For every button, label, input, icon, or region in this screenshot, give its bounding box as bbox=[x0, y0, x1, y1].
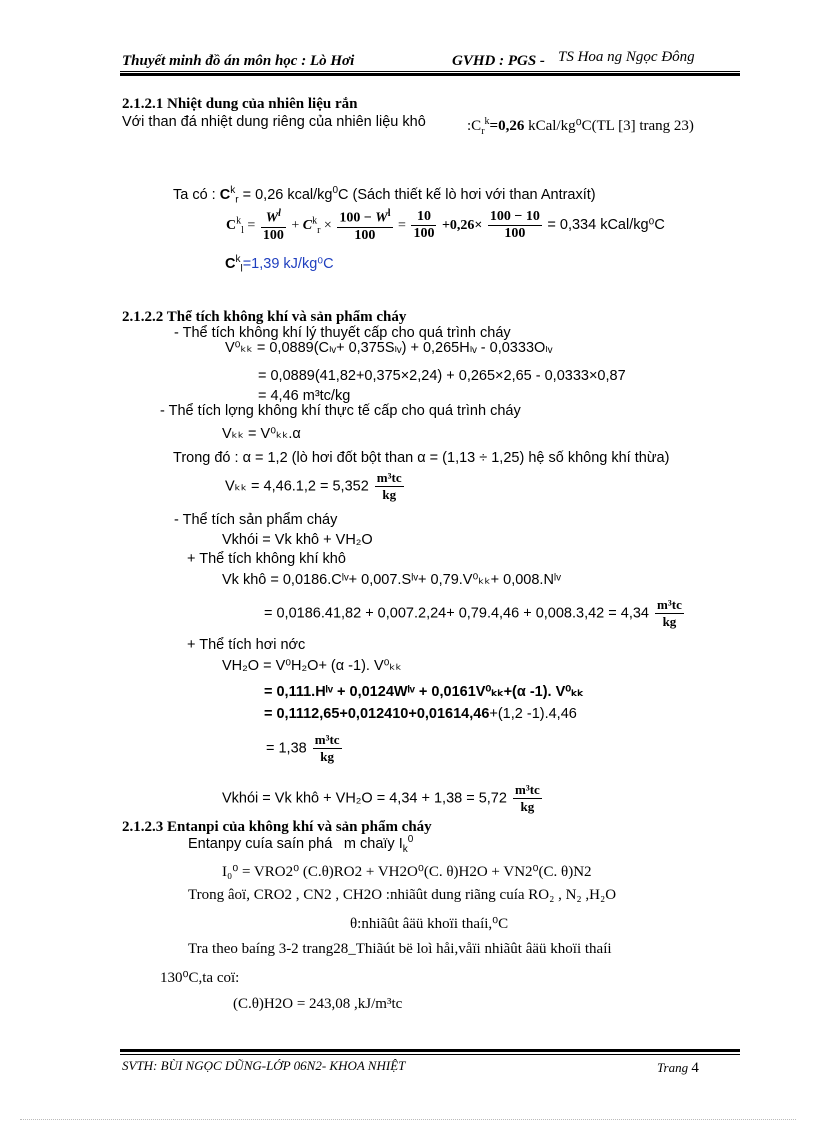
s2-line-15: VH₂O = V⁰H₂O+ (α -1). V⁰ₖₖ bbox=[222, 658, 402, 674]
s2-line-1: - Thể tích không khí lý thuyết cấp cho quá trình cháy bbox=[174, 325, 511, 341]
s1-equation-result: = 0,334 kCal/kg⁰C bbox=[547, 217, 665, 234]
header-advisor-prefix: GVHD : PGS - bbox=[452, 53, 545, 69]
section-heading-3: 2.1.2.3 Entanpi của không khí và sản phẩm cháy bbox=[122, 819, 432, 835]
s2-line-14: + Thể tích hơi nớc bbox=[187, 637, 306, 653]
s2-line-17: = 0,1112,65+0,012410+0,01614,46+(1,2 -1).4,46 bbox=[264, 706, 577, 722]
s3-line-3: Trong âoï, CRO2 , CN2 , CH2O :nhiãût dung riãng cuía RO₂ , N₂ ,H₂O bbox=[188, 887, 617, 903]
s3-line-2: I₀⁰ = VRO2⁰ (C.θ)RO2 + VH2O⁰(C. θ)H2O + VN2⁰(C. θ)N2 bbox=[222, 864, 592, 880]
section-heading-2: 2.1.2.2 Thể tích không khí và sản phẩm cháy bbox=[122, 309, 407, 325]
s2-line-2: V⁰ₖₖ = 0,0889(Cₗᵥ+ 0,375Sₗᵥ) + 0,265Hₗᵥ - 0,0333Oₗᵥ bbox=[225, 340, 553, 356]
footer-page bbox=[657, 1060, 699, 1077]
page-bottom-dotted-rule bbox=[20, 1119, 796, 1120]
s1-result-kj: $C^k_l=1,39$ kJ/kg⁰C bbox=[225, 254, 334, 275]
header-advisor-name: TS Hoa ng Ngọc Đông bbox=[558, 49, 695, 65]
s3-line-6: 130⁰C,ta coï: bbox=[160, 970, 240, 986]
s2-line-4: = 4,46 m³tc/kg bbox=[258, 388, 351, 404]
footer-rule-thick bbox=[120, 1049, 740, 1052]
s2-line-12: Vk khô = 0,0186.Cˡᵛ+ 0,007.Sˡᵛ+ 0,79.V⁰ₖₖ+ 0,008.Nˡᵛ bbox=[222, 572, 561, 588]
s2-line-16: = 0,111.Hˡᵛ + 0,0124Wˡᵛ + 0,0161V⁰ₖₖ+(α -1). V⁰ₖₖ bbox=[264, 684, 584, 700]
s3-line-4: θ:nhiãût âäü khoïi thaíi,⁰C bbox=[350, 916, 509, 932]
footer-page-label: Trang bbox=[657, 1060, 689, 1075]
s2-line-13: = 0,0186.41,82 + 0,007.2,24+ 0,79.4,46 + 0,008.3,42 = 4,34 $\frac{\text{m³tc}}{kg}$ bbox=[264, 597, 682, 629]
header-rule-thin bbox=[120, 71, 740, 72]
s3-line-5: Tra theo baíng 3-2 trang28_Thiãút bë loì håi,våïi nhiãût âäü khoïi thaíi bbox=[188, 941, 612, 957]
s2-line-9: - Thể tích sản phẩm cháy bbox=[174, 512, 338, 528]
footer-page-number: 4 bbox=[691, 1060, 699, 1076]
header-title: Thuyết minh đồ án môn học : Lò Hơi bbox=[122, 53, 355, 69]
footer-rule-thin bbox=[120, 1054, 740, 1055]
s1-equation: $C^k_l$ = $\frac{W^l}{100}$ + $C^k_r$ × $\frac{100 - W^l}{100}$ = $\frac{10}{100}$ +0,26× $\frac{100 - 10}{100}$ = 0,334 kCal/kg⁰C bbox=[226, 208, 665, 243]
s1-intro-value: $:C_r^k=0,26$ kCal/kg⁰C(TL [3] trang 23) bbox=[467, 116, 694, 137]
header-rule-thick bbox=[120, 73, 740, 76]
s2-line-18: = 1,38 $\frac{\text{m³tc}}{kg}$ bbox=[266, 732, 340, 764]
s1-taco: Ta có : $C^k_r = 0,26$ kcal/$kg^0C$ (Sách thiết kế lò hơi với than Antraxít) bbox=[173, 185, 596, 206]
s1-intro: Với than đá nhiệt dung riêng của nhiên liệu khô bbox=[122, 114, 426, 130]
s2-line-7: Trong đó : α = 1,2 (lò hơi đốt bột than α = (1,13 ÷ 1,25) hệ số không khí thừa) bbox=[173, 450, 670, 466]
s2-line-19: Vkhói = Vk khô + VH₂O = 4,34 + 1,38 = 5,72 $\frac{\text{m³tc}}{kg}$ bbox=[222, 782, 540, 814]
s2-line-11: + Thể tích không khí khô bbox=[187, 551, 346, 567]
s2-line-6: Vₖₖ = V⁰ₖₖ.α bbox=[222, 426, 301, 442]
section-heading-1: 2.1.2.1 Nhiệt dung của nhiên liệu rắn bbox=[122, 96, 358, 112]
s2-line-10: Vkhói = Vk khô + VH₂O bbox=[222, 532, 373, 548]
s2-line-8: Vₖₖ = 4,46.1,2 = 5,352 $\frac{\text{m³tc}}{kg}$ bbox=[225, 470, 402, 502]
s3-line-1: Entanpy cuía saín phám chaïy $I_k^0$ bbox=[188, 834, 414, 855]
footer-student: SVTH: BÙI NGỌC DŨNG-LỚP 06N2- KHOA NHIỆT bbox=[122, 1058, 406, 1073]
s3-line-7: (C.θ)H2O = 243,08 ,kJ/m³tc bbox=[233, 996, 403, 1012]
s2-line-5: - Thể tích lợng không khí thực tế cấp cho quá trình cháy bbox=[160, 403, 521, 419]
s2-line-3: = 0,0889(41,82+0,375×2,24) + 0,265×2,65 - 0,0333×0,87 bbox=[258, 368, 626, 384]
